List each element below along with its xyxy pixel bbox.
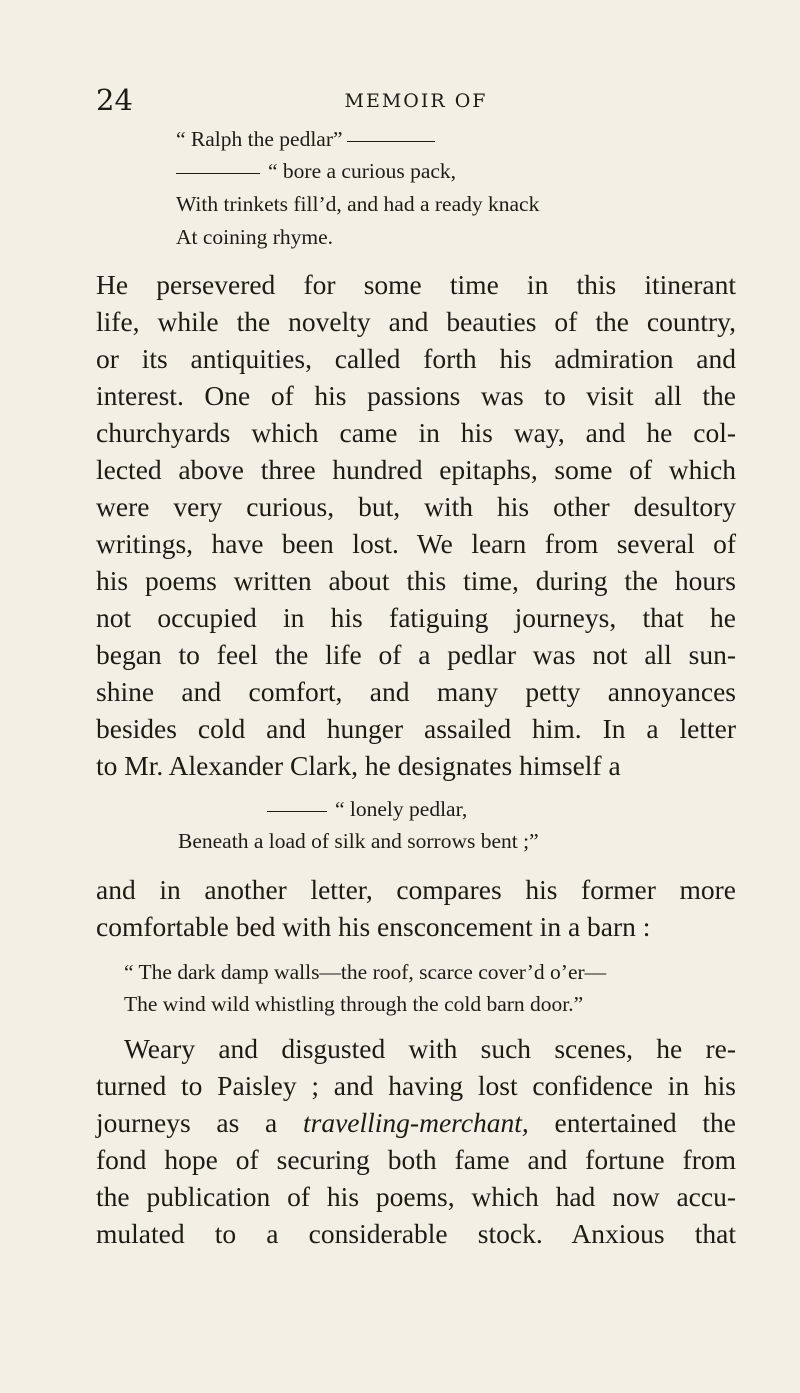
text-line: mulated to a considerable stock. Anxious that: [96, 1218, 736, 1249]
em-dash-rule: [267, 811, 327, 812]
text-line: shine and comfort, and many petty annoyances: [96, 676, 736, 707]
text-line: fond hope of securing both fame and fortune from: [96, 1144, 736, 1175]
verse-line: With trinkets fill’d, and had a ready knack: [176, 192, 540, 216]
text-line: besides cold and hunger assailed him. In a letter: [96, 713, 736, 744]
italic-term: travelling-merchant,: [303, 1107, 529, 1138]
verse-line: The wind wild whistling through the cold barn door.”: [124, 992, 584, 1016]
text-line: to Mr. Alexander Clark, he designates himself a: [96, 750, 621, 781]
text-line: turned to Paisley ; and having lost confidence in his: [96, 1070, 736, 1101]
text-line: He persevered for some time in this itinerant: [96, 269, 736, 300]
verse-line: “ The dark damp walls—the roof, scarce cover’d o’er—: [124, 960, 607, 984]
text-line: comfortable bed with his ensconcement in a barn :: [96, 911, 651, 942]
verse-line: At coining rhyme.: [176, 225, 334, 249]
text-line: or its antiquities, called forth his admiration and: [96, 343, 736, 374]
text-line: interest. One of his passions was to visit all the: [96, 380, 736, 411]
em-dash-rule: [347, 141, 435, 142]
page-number: 24: [96, 83, 133, 117]
text-line: journeys as a travelling-merchant, entertained the: [96, 1107, 737, 1138]
verse-line: Beneath a load of silk and sorrows bent ;”: [178, 829, 539, 853]
text-line: his poems written about this time, during the hours: [96, 565, 736, 596]
text-line: writings, have been lost. We learn from several of: [96, 528, 736, 559]
em-dash-rule: [176, 173, 260, 174]
text-line: not occupied in his fatiguing journeys, that he: [96, 602, 736, 633]
text-line: life, while the novelty and beauties of the country,: [96, 306, 736, 337]
text-line: began to feel the life of a pedlar was not all sun-: [96, 639, 736, 670]
text-line: Weary and disgusted with such scenes, he re-: [124, 1033, 736, 1064]
text-line: churchyards which came in his way, and he col-: [96, 417, 736, 448]
text-line: and in another letter, compares his former more: [96, 874, 736, 905]
verse-line: “ bore a curious pack,: [176, 156, 456, 186]
running-head: MEMOIR OF: [344, 90, 488, 112]
verse-line: “ lonely pedlar,: [267, 794, 467, 824]
text-line: lected above three hundred epitaphs, some of which: [96, 454, 736, 485]
text-line: were very curious, but, with his other desultory: [96, 491, 736, 522]
verse-line: “ Ralph the pedlar”: [176, 124, 443, 154]
page-header: [96, 80, 736, 120]
text-line: the publication of his poems, which had now accu-: [96, 1181, 736, 1212]
